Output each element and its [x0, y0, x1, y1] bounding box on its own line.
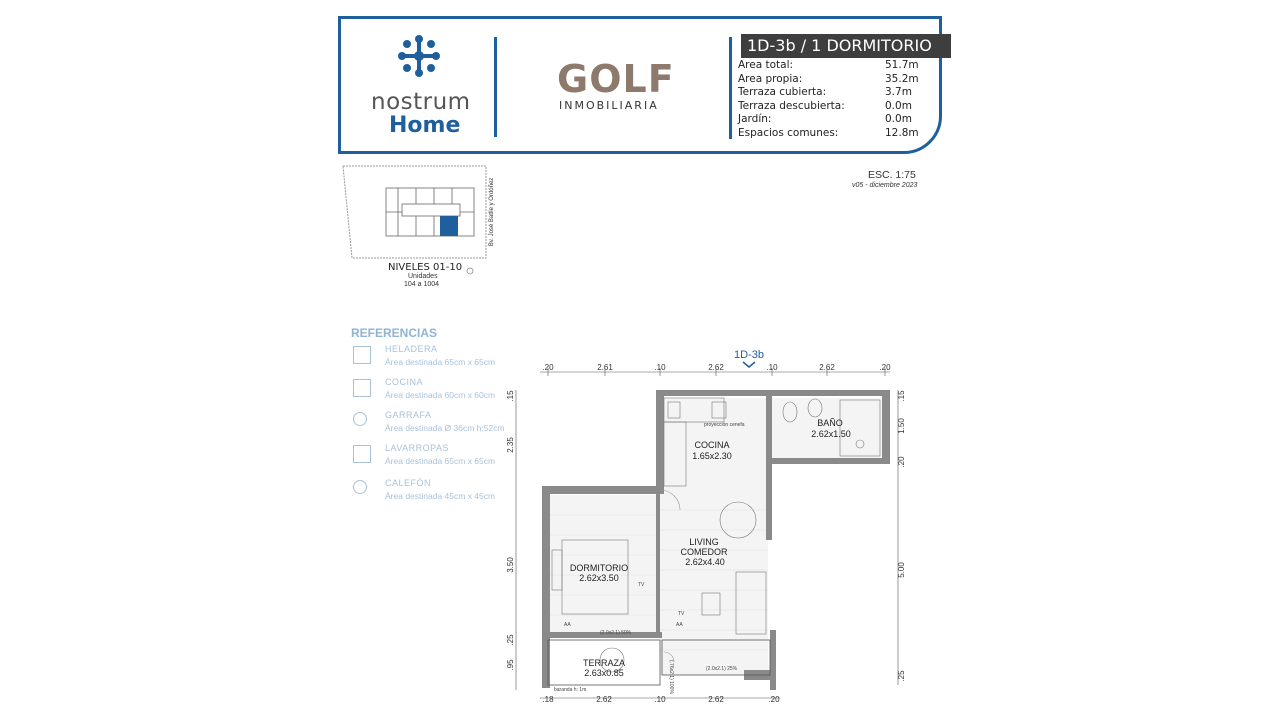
note-door3: (.76x2.1) 100%: [668, 660, 674, 694]
floor-plan: [500, 340, 930, 710]
dimension-label: .15: [897, 390, 906, 402]
water-heater-icon: [353, 480, 367, 494]
spec-label: Jardín:: [738, 113, 772, 125]
spec-row: [738, 86, 918, 99]
reference-name: HELADERA: [385, 344, 438, 354]
spec-label: Espacios comunes:: [738, 126, 839, 139]
dimension-label: .15: [506, 390, 515, 402]
stove-icon: [353, 379, 371, 397]
golf-wordmark: GOLF: [557, 57, 675, 101]
dimension-label: 2.35: [506, 437, 515, 453]
note-baranda: baranda h: 1m: [554, 687, 587, 693]
room-cocina-size: 1.65x2.30: [692, 451, 732, 461]
dimension-label: 2.62: [819, 363, 835, 372]
spec-value: 51.7m: [885, 59, 919, 71]
dimension-label: .10: [654, 695, 666, 704]
dimension-label: .18: [542, 695, 554, 704]
reference-name: LAVARROPAS: [385, 443, 450, 453]
reference-description: Área destinada 45cm x 45cm: [385, 491, 496, 501]
dimension-label: .10: [766, 363, 778, 372]
spec-value: 3.7m: [885, 86, 912, 98]
spec-row: [738, 113, 918, 126]
spec-row: [738, 59, 918, 72]
spec-row: [738, 100, 918, 113]
spec-value: 0.0m: [885, 99, 912, 112]
room-living-name: LIVING: [689, 537, 719, 547]
unit-highlight: [440, 216, 458, 236]
dimension-label: .95: [506, 659, 515, 671]
references-title: REFERENCIAS: [351, 326, 438, 340]
dimension-label: .10: [654, 363, 666, 372]
dimension-label: 5.00: [897, 562, 906, 578]
version-label: v05 - diciembre 2023: [852, 182, 918, 189]
dimension-label: 2.61: [597, 363, 613, 372]
room-dormitorio-name: DORMITORIO: [569, 563, 629, 573]
reference-description: Área destinada 65cm x 65cm: [385, 456, 496, 466]
dimension-label: 1.50: [897, 418, 906, 434]
spec-value: 35.2m: [885, 72, 919, 85]
room-dormitorio-size: 2.62x3.50: [579, 573, 619, 583]
levels-label: NIVELES 01-10: [388, 262, 463, 273]
dimension-label: .20: [768, 695, 780, 704]
room-bano-name: BAÑO: [817, 418, 843, 428]
unit-tag: 1D-3b: [734, 349, 764, 361]
divider: [729, 37, 732, 139]
fridge-icon: [353, 346, 371, 364]
spec-row: [738, 73, 918, 86]
home-wordmark: Home: [389, 113, 461, 138]
note-aa-2: AA: [676, 622, 683, 628]
dimension-label: 2.62: [708, 363, 724, 372]
reference-description: Área destinada 65cm x 65cm: [385, 357, 496, 367]
room-terraza-name: TERRAZA: [582, 658, 626, 668]
spec-label: Area propia:: [738, 72, 803, 85]
room-living-size: 2.62x4.40: [685, 557, 725, 567]
spec-value: 12.8m: [885, 126, 919, 139]
nostrum-logo-icon: [396, 33, 442, 79]
dimension-label: 3.50: [506, 557, 515, 573]
note-tv-2: TV: [678, 611, 685, 617]
units-label: Unidades: [408, 273, 438, 280]
room-bano-size: 2.62x1.50: [811, 429, 851, 439]
divider: [494, 37, 497, 137]
spec-row: [738, 127, 918, 140]
golf-subtitle: INMOBILIARIA: [559, 99, 659, 112]
washer-icon: [353, 445, 371, 463]
dimension-label: .25: [506, 634, 515, 646]
reference-name: CALEFÓN: [385, 478, 432, 488]
reference-name: GARRAFA: [385, 410, 432, 420]
reference-name: COCINA: [385, 377, 424, 387]
street-label: Bv. José Batlle y Ordóñez: [489, 177, 495, 247]
note-aa-1: AA: [564, 622, 571, 628]
note-tv-1: TV: [638, 582, 645, 588]
scale-label: ESC. 1:75: [868, 169, 916, 181]
dimension-label: .20: [542, 363, 554, 372]
header-card: [338, 16, 942, 154]
key-plan: [340, 164, 500, 260]
spec-label: Area total:: [738, 59, 794, 71]
room-terraza-size: 2.63x0.85: [584, 668, 624, 678]
unit-title: 1D-3b / 1 DORMITORIO: [741, 34, 951, 58]
dimension-label: 2.62: [596, 695, 612, 704]
chevron-down-icon: [743, 362, 755, 367]
spec-label: Terraza descubierta:: [738, 99, 845, 112]
north-icon: [466, 267, 474, 275]
units-range: 104 a 1004: [404, 281, 440, 288]
room-cocina-name: COCINA: [694, 440, 730, 450]
dimension-label: .20: [897, 456, 906, 468]
spec-value: 0.0m: [885, 113, 912, 125]
note-proyeccion: proyección cenefa: [704, 422, 745, 428]
room-comedor-name: COMEDOR: [680, 547, 728, 557]
dimension-label: .20: [879, 363, 891, 372]
gas-tank-icon: [353, 412, 367, 426]
dimension-label: .25: [897, 670, 906, 682]
note-door1: (2.0x2.1) 50%: [600, 630, 632, 636]
reference-description: Área destinada 60cm x 60cm: [385, 390, 496, 400]
reference-description: Área destinada Ø 36cm h:52cm: [385, 423, 505, 433]
spec-label: Terraza cubierta:: [738, 86, 827, 98]
dimension-label: 2.62: [708, 695, 724, 704]
note-door2: (2.0x2.1) 25%: [706, 666, 738, 672]
nostrum-wordmark: nostrum: [371, 89, 471, 115]
